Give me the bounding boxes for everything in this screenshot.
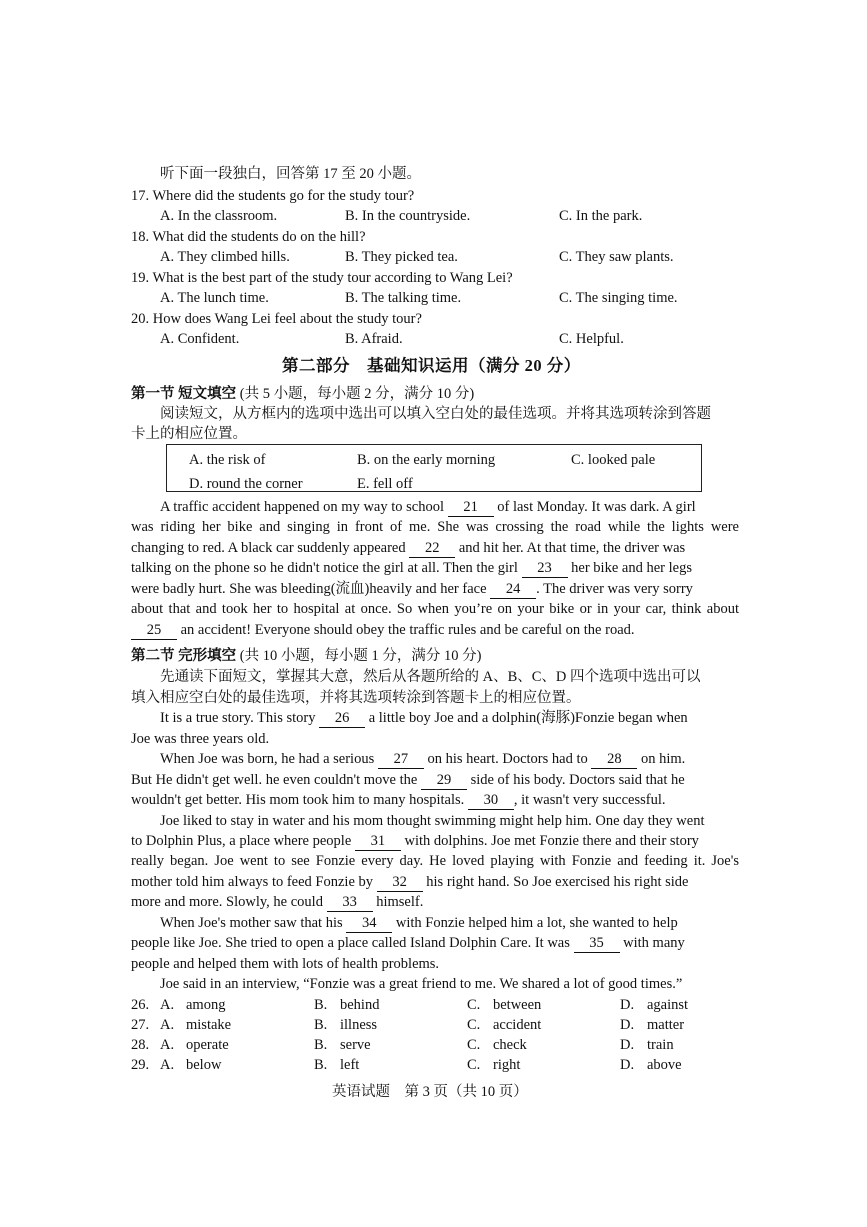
question-18: 18. What did the students do on the hill? [131,229,366,245]
passage-text: her bike and her legs [571,560,692,576]
passage-text: were badly hurt. She was bleeding(流血)heavily and her face [131,581,487,597]
choice-number: 28. [131,1037,150,1053]
passage2-line-14: Joe said in an interview, “Fonzie was a great friend to me. We shared a lot of good times.” [160,976,683,992]
q19-option-c: C. The singing time. [559,290,678,306]
choice-d-letter: D. [620,1037,635,1053]
passage-text: with dolphins. Joe met Fonzie there and their story [404,833,699,849]
q20-option-c: C. Helpful. [559,331,624,347]
passage2-line-12 [131,933,685,953]
page-footer: 英语试题 第 3 页（共 10 页） [332,1084,528,1100]
passage-text: , it wasn't very successful. [513,792,666,808]
passage2-line-11 [160,913,678,933]
q18-option-a: A. They climbed hills. [160,249,290,265]
q18-option-b: B. They picked tea. [345,249,458,265]
part2-title: 第二部分 基础知识运用（满分 20 分） [282,356,581,375]
choice-d-text[interactable]: matter [647,1017,685,1033]
passage2-line-1 [160,708,688,728]
blank-24[interactable]: 24 [490,581,536,599]
passage2-line-3 [160,749,685,769]
choice-c-text[interactable]: right [493,1057,521,1073]
choice-c-text[interactable]: check [493,1037,527,1053]
choice-b-text[interactable]: behind [340,997,380,1013]
passage1-line-3 [131,538,685,558]
choice-c-text[interactable]: accident [493,1017,542,1033]
passage-text: himself. [376,894,424,910]
passage2-line-8: really began. Joe went to see Fonzie every day. He loved playing with Fonzie and feeding it. Joe's [131,853,739,869]
choice-a-text[interactable]: below [186,1057,222,1073]
choice-d-letter: D. [620,1017,635,1033]
q17-option-a: A. In the classroom. [160,208,278,224]
passage-text: and hit her. At that time, the driver was [458,540,686,556]
choice-c-letter: C. [467,1057,481,1073]
q19-option-b: B. The talking time. [345,290,462,306]
q17-option-b: B. In the countryside. [345,208,471,224]
passage2-line-9 [131,872,688,892]
choice-a-text[interactable]: mistake [186,1017,232,1033]
section2-heading [131,646,481,666]
passage2-line-4 [131,770,685,790]
choice-b-letter: B. [314,997,328,1013]
passage-text: his right hand. So Joe exercised his right side [426,874,689,890]
choice-number: 27. [131,1017,150,1033]
passage-text: A traffic accident happened on my way to school [160,499,445,515]
question-20: 20. How does Wang Lei feel about the study tour? [131,311,422,327]
q19-option-a: A. The lunch time. [160,290,269,306]
passage-text: side of his body. Doctors said that he [470,772,685,788]
passage1-line-2: was riding her bike and singing in front of me. She was crossing the road while the lights were [131,519,739,535]
passage2-line-7 [131,831,699,851]
section2-title: 第二节 完形填空 [131,648,237,664]
passage-text: talking on the phone so he didn't notice the girl at all. Then the girl [131,560,518,576]
box-option-c: C. looked pale [571,452,656,468]
section2-instruction-2: 填入相应空白处的最佳选项，并将其选项转涂到答题卡上的相应位置。 [131,690,581,706]
blank-33[interactable]: 33 [327,894,373,912]
blank-21[interactable]: 21 [448,499,494,517]
blank-25[interactable]: 25 [131,622,177,640]
blank-27[interactable]: 27 [378,751,424,769]
choice-d-letter: D. [620,997,635,1013]
passage-text: changing to red. A black car suddenly appeared [131,540,406,556]
passage-text: wouldn't get better. His mom took him to many hospitals. [131,792,465,808]
passage-text: When Joe's mother saw that his [160,915,343,931]
choice-b-text[interactable]: left [340,1057,360,1073]
passage1-line-1 [160,497,696,517]
passage2-line-13: people and helped them with lots of health problems. [131,956,440,972]
blank-34[interactable]: 34 [346,915,392,933]
choice-d-text[interactable]: train [647,1037,674,1053]
passage-text: . The driver was very sorry [536,581,693,597]
choice-d-text[interactable]: above [647,1057,682,1073]
blank-30[interactable]: 30 [468,792,514,810]
choice-a-letter: A. [160,1037,175,1053]
passage1-line-4 [131,558,692,578]
choice-b-text[interactable]: serve [340,1037,371,1053]
section2-instruction-1: 先通读下面短文，掌握其大意，然后从各题所给的 A、B、C、D 四个选项中选出可以 [160,669,701,685]
choice-b-text[interactable]: illness [340,1017,378,1033]
passage2-line-6: Joe liked to stay in water and his mom thought swimming might help him. One day they went [160,813,705,829]
passage1-line-6: about that and took her to hospital at once. So when you’re on your bike or in your car, think about [131,601,739,617]
choice-a-letter: A. [160,997,175,1013]
passage-text: of last Monday. It was dark. A girl [497,499,696,515]
passage-text: to Dolphin Plus, a place where people [131,833,352,849]
passage-text: on him. [641,751,686,767]
section1-title: 第一节 短文填空 [131,386,237,402]
q20-option-a: A. Confident. [160,331,240,347]
choice-number: 26. [131,997,150,1013]
passage1-line-7 [131,620,635,640]
question-19: 19. What is the best part of the study tour according to Wang Lei? [131,270,513,286]
choice-a-text[interactable]: operate [186,1037,229,1053]
q20-option-b: B. Afraid. [345,331,403,347]
passage-text: people like Joe. She tried to open a place called Island Dolphin Care. It was [131,935,570,951]
section1-score: (共 5 小题，每小题 2 分，满分 10 分) [236,386,475,402]
passage2-line-10 [131,892,423,912]
section1-heading [131,384,474,404]
section2-score: (共 10 小题，每小题 1 分，满分 10 分) [236,648,482,664]
q18-option-c: C. They saw plants. [559,249,674,265]
choice-number: 29. [131,1057,150,1073]
passage-text: But He didn't get well. he even couldn't move the [131,772,418,788]
choice-c-letter: C. [467,1037,481,1053]
choice-b-letter: B. [314,1017,328,1033]
box-option-d: D. round the corner [189,476,303,492]
choice-c-letter: C. [467,997,481,1013]
passage-text: a little boy Joe and a dolphin(海豚)Fonzie began when [368,710,688,726]
passage-text: with many [623,935,685,951]
question-17: 17. Where did the students go for the study tour? [131,188,415,204]
box-option-b: B. on the early morning [357,452,496,468]
choice-a-text[interactable]: among [186,997,226,1013]
passage-text: with Fonzie helped him a lot, she wanted to help [395,915,678,931]
passage-text: It is a true story. This story [160,710,316,726]
choice-a-letter: A. [160,1017,175,1033]
blank-31[interactable]: 31 [355,833,401,851]
blank-28[interactable]: 28 [591,751,637,769]
blank-35[interactable]: 35 [574,935,620,953]
passage-text: more and more. Slowly, he could [131,894,323,910]
blank-29[interactable]: 29 [421,772,467,790]
passage2-line-2: Joe was three years old. [131,731,270,747]
passage-text: mother told him always to feed Fonzie by [131,874,374,890]
box-option-a: A. the risk of [189,452,266,468]
blank-32[interactable]: 32 [377,874,423,892]
passage1-line-5 [131,579,693,599]
section1-instruction-1: 阅读短文，从方框内的选项中选出可以填入空白处的最佳选项。并将其选项转涂到答题 [160,406,711,422]
blank-26[interactable]: 26 [319,710,365,728]
passage2-line-5 [131,790,666,810]
q17-option-c: C. In the park. [559,208,643,224]
box-option-e: E. fell off [357,476,413,492]
blank-22[interactable]: 22 [409,540,455,558]
choice-b-letter: B. [314,1057,328,1073]
section1-instruction-2: 卡上的相应位置。 [131,426,247,442]
listening-intro: 听下面一段独白，回答第 17 至 20 小题。 [160,166,421,182]
blank-23[interactable]: 23 [522,560,568,578]
choice-d-letter: D. [620,1057,635,1073]
choice-b-letter: B. [314,1037,328,1053]
choice-c-text[interactable]: between [493,997,542,1013]
passage-text: When Joe was born, he had a serious [160,751,375,767]
passage-text: an accident! Everyone should obey the traffic rules and be careful on the road. [180,622,635,638]
choice-d-text[interactable]: against [647,997,689,1013]
choice-c-letter: C. [467,1017,481,1033]
choice-a-letter: A. [160,1057,175,1073]
passage-text: on his heart. Doctors had to [427,751,588,767]
